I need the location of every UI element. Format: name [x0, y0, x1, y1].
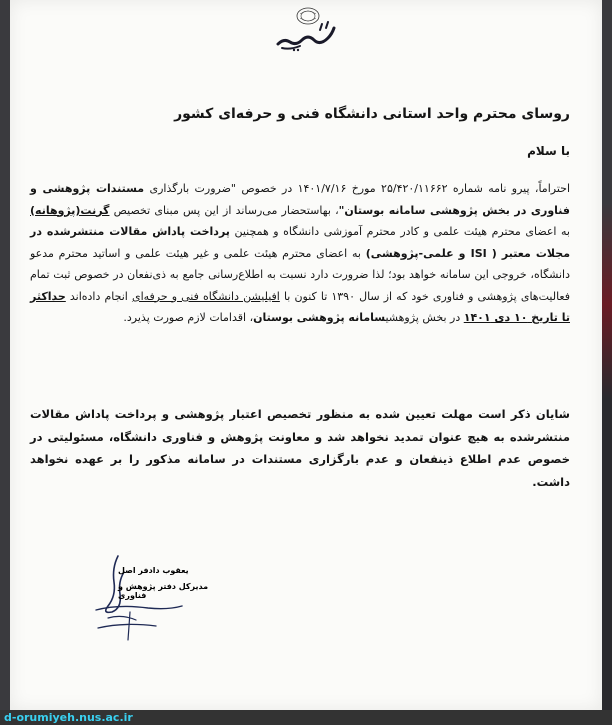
paragraph-main	[30, 178, 570, 329]
greeting: با سلام	[527, 144, 570, 158]
para1-s7: به اعضای محترم هیئت علمی و غیر هیئت علمی و اساتید محترم مدعو دانشگاه، خروجی این سامانه خواهد بود؛ لذا ضرورت دارد نسبت به اطلاع‌رسانی جامع به ذی‌نفعان در خصوص ثبت تمام فعالیت‌های پژوهشی و فناوری خود که از سال ۱۳۹۰ تا کنون با	[30, 246, 570, 303]
para1-s11: در بخش پژوهشی	[385, 311, 464, 324]
para1-s13: ، اقدامات لازم صورت پذیرد.	[123, 311, 254, 324]
photo-right-edge	[602, 0, 612, 725]
para1-s3: ، بهاستحضار می‌رساند از این پس مبنای تخصیص	[109, 203, 339, 217]
signer-title: مدیرکل دفتر پژوهش و فناوری	[118, 582, 209, 600]
para1-s1: احتراماً، پیرو نامه شماره ۲۵/۴۲۰/۱۱۶۶۲ مورخ ۱۴۰۱/۷/۱۶ در خصوص "ضرورت بارگذاری	[149, 182, 570, 195]
paragraph-notice: شایان ذکر است مهلت تعیین شده به منظور تخصیص اعتبار پژوهشی و پرداخت پاداش مقالات منتشرشده به هیچ عنوان تمدید نخواهد شد و معاونت پژوهش و فناوری دانشگاه، مسئولیتی در خصوص عدم اطلاع ذینفعان و عدم بارگزاری مستندات در سامانه مذکور را بر عهده نخواهد داشت.	[30, 407, 570, 489]
para1-s2: مستندات پژوهشی و فناوری در بخش پژوهشی سامانه بوستان"	[30, 182, 570, 217]
para1-affiliation: افیلیشن دانشگاه فنی و حرفه‌ای	[131, 289, 280, 303]
para1-reward: پرداخت پاداش مقالات منتشرشده در مجلات معتبر ( ISI و علمی-پژوهشی)	[30, 225, 571, 260]
para1-system: سامانه پژوهشی بوستان	[253, 311, 386, 324]
source-watermark: d-orumiyeh.nus.ac.ir	[4, 711, 133, 724]
recipient-line: روسای محترم واحد استانی دانشگاه فنی و حرفه‌ای کشور	[174, 106, 570, 122]
photo-left-edge	[0, 0, 10, 725]
para1-s9: انجام داده‌اند	[65, 289, 132, 303]
para1-deadline: حداکثر تا تاریخ ۱۰ دی ۱۴۰۱	[30, 289, 570, 324]
para1-s5: به اعضای محترم هیئت علمی و کادر محترم آموزشی دانشگاه و همچنین	[229, 225, 570, 238]
para1-grant: گرنت(پژوهانه)	[30, 203, 110, 217]
footer-bar	[0, 710, 612, 725]
signer-name: یعقوب دادفر اصل	[118, 566, 189, 575]
